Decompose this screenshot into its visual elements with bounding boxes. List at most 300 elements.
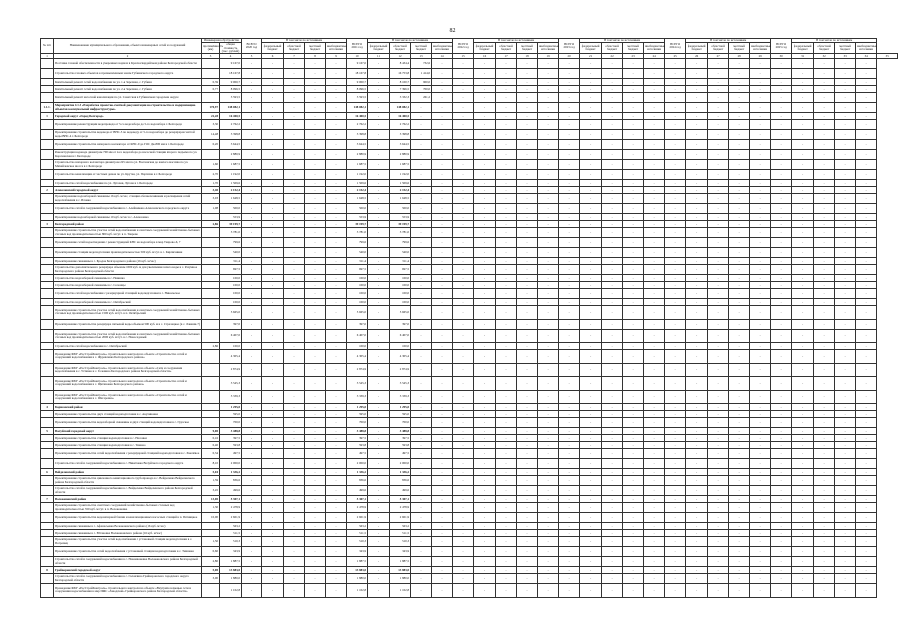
row-2021-regional: 16 400,5 (390, 113, 411, 120)
row-2021-local: - (411, 476, 432, 486)
row-2021-extrabudget: - (432, 306, 453, 320)
row-year-source: - (708, 319, 729, 329)
row-2020-source: - (305, 486, 326, 496)
row-2020-source: - (284, 69, 305, 79)
row-total-cost: 500,0 (220, 204, 242, 214)
row-year-source: - (835, 214, 856, 221)
row-2020-source: - (326, 343, 347, 350)
row-total-cost: 2 880,9 (220, 150, 242, 160)
row-2021-extrabudget: - (432, 79, 453, 86)
row-object-name: Проведение ФБУ «РосСтройКонтроль» строительного контроля на объекте «Сети и сооружения водоснабжения в с. Устинка и с. Головино Белгородского района Белгородской области» (54, 363, 202, 377)
row-total-cost: 100,0 (220, 289, 242, 299)
row-year-source: - (602, 59, 623, 69)
row-object-name: Строительство сетей и сооружений водоснабжения в с. Вейделевка Вейделевского района Белгородской области (54, 486, 202, 496)
row-2020-source: - (284, 486, 305, 496)
row-year-source: - (835, 160, 856, 170)
row-year-total: - (453, 194, 474, 204)
row-2021-local: - (411, 547, 432, 557)
row-year-total: - (453, 363, 474, 377)
header-year-total (665, 39, 686, 54)
row-object-name: Проектирование строительства сетей водоснабжения с установкой станции водоподготовки в с. Тишанка (54, 547, 202, 557)
row-year-source: - (644, 435, 665, 442)
row-year-source: - (814, 93, 835, 103)
budget-table-sheet (40, 38, 889, 598)
table-row (41, 435, 898, 442)
row-year-source: - (686, 496, 708, 503)
row-year-source: - (580, 350, 602, 364)
row-year-total: - (559, 204, 580, 214)
row-2021-regional: 100,0 (390, 282, 411, 289)
row-2020-source: - (262, 299, 284, 306)
row-2021-federal: - (368, 275, 390, 282)
row-year-source: - (686, 204, 708, 214)
row-year-source: - (623, 140, 644, 150)
row-length: 0,20 (202, 140, 220, 150)
row-index (41, 390, 54, 404)
row-year-source: - (708, 329, 729, 343)
row-year-source: - (686, 390, 708, 404)
row-year-source: - (686, 140, 708, 150)
row-year-source: - (708, 150, 729, 160)
row-object-name: Проектирование строительства участка сетей водоснабжения и очистных сооружений хозяйственно-бытовых сточных вод производительностью 2000 куб. м/сут. в с. Новосадовый (54, 329, 202, 343)
row-2020-source: - (262, 180, 284, 187)
row-2020-source: - (305, 530, 326, 537)
row-year-source: - (686, 486, 708, 496)
row-year-source: - (729, 130, 750, 140)
column-number: 3 (202, 54, 220, 59)
row-2020-total: - (242, 496, 262, 503)
row-year-source: - (856, 329, 877, 343)
row-year-source: - (644, 113, 665, 120)
row-year-source: - (750, 363, 771, 377)
row-year-source: - (792, 404, 814, 411)
row-2021-regional: 499,6 (390, 486, 411, 496)
row-2020-source: - (284, 469, 305, 476)
table-body (41, 59, 898, 598)
header-source: федеральный бюджет (474, 43, 496, 54)
row-year-source: - (517, 363, 538, 377)
row-year-source: - (686, 248, 708, 258)
row-2021-regional: 2 000,0 (390, 459, 411, 469)
row-year-source: - (517, 289, 538, 299)
row-year-total: - (559, 449, 580, 459)
row-year-source: - (496, 513, 517, 523)
row-year-source: - (538, 282, 559, 289)
row-2020-source: - (284, 204, 305, 214)
row-2021-regional: 3 644,5 (390, 140, 411, 150)
row-year-source: - (856, 238, 877, 248)
row-2021-federal: - (368, 194, 390, 204)
row-year-source: - (580, 584, 602, 598)
row-2021-regional: 2 152,4 (390, 187, 411, 194)
header-year-label: 2021 год (351, 45, 363, 50)
row-year-source: - (474, 86, 496, 93)
header-year-total (453, 39, 474, 54)
row-index (41, 557, 54, 567)
row-2020-source: - (305, 194, 326, 204)
row-2020-source: - (284, 418, 305, 428)
row-year-source: - (856, 567, 877, 574)
header-source: местный бюджет (517, 43, 538, 54)
row-year-source: - (517, 584, 538, 598)
row-year-source: - (517, 238, 538, 248)
row-2020-source: - (326, 350, 347, 364)
column-number: 19 (538, 54, 559, 59)
header-source: местный бюджет (305, 43, 326, 54)
row-year-source: - (538, 428, 559, 435)
row-2021-local: - (411, 567, 432, 574)
row-2021-regional: 1 192,0 (390, 170, 411, 180)
row-2020-source: - (262, 523, 284, 530)
row-year-source: - (644, 299, 665, 306)
row-index (41, 584, 54, 598)
row-year-source: - (708, 103, 729, 113)
row-total-cost: 397,0 (220, 319, 242, 329)
row-year-total: - (665, 459, 686, 469)
row-2020-source: - (284, 113, 305, 120)
row-year-source: - (644, 513, 665, 523)
row-2020-source: - (326, 120, 347, 130)
row-year-source: - (729, 265, 750, 275)
row-year-source: - (729, 140, 750, 150)
row-year-source: - (602, 194, 623, 204)
row-2020-source: - (305, 557, 326, 567)
row-year-source: - (580, 574, 602, 584)
row-object-name: Проведение ФБУ «РосСтройКонтроль» строительного контроля на объекте «Строительство сетей и сооружений водоснабжения в с. Щетиновка Белгородского района» (54, 377, 202, 391)
row-year-source: - (517, 180, 538, 187)
row-year-total: - (771, 574, 792, 584)
row-2020-source: - (262, 363, 284, 377)
row-year-source: - (517, 130, 538, 140)
row-year-source: - (708, 93, 729, 103)
row-2021-extrabudget: - (432, 377, 453, 391)
row-2021-regional: 595,0 (390, 411, 411, 418)
row-year-source: - (644, 248, 665, 258)
row-year-source: - (814, 204, 835, 214)
row-2020-source: - (262, 584, 284, 598)
row-year-total: - (559, 486, 580, 496)
row-year-source: - (496, 459, 517, 469)
row-year-source: - (835, 204, 856, 214)
row-2021-local: - (411, 584, 432, 598)
row-year-source: - (835, 113, 856, 120)
row-year-source: - (814, 79, 835, 86)
row-2021-regional: 100,0 (390, 289, 411, 299)
row-object-name: Проектирование строительства участка сетей водоснабжения и очистных сооружений хозяйственно-бытовых сточных вод производительностью 800 куб. м/сут. в п. Таврово (55, 228, 200, 236)
row-object-name: Проектирование строительства резервуара питьевой воды объемом 500 куб. м в с. Стрелецкое (в с. Лаваши-7) (54, 319, 202, 329)
row-2021-total: 3 488,8 (347, 428, 368, 435)
row-2020-source: - (284, 120, 305, 130)
row-2021-regional: 511,5 (390, 530, 411, 537)
row-2020-source: - (284, 329, 305, 343)
row-year-total: - (771, 377, 792, 391)
row-2021-regional: 8 100,7 (390, 79, 411, 86)
header-year-label: 2025 год (775, 45, 787, 50)
row-2020-source: - (326, 503, 347, 513)
row-2020-source: - (262, 238, 284, 248)
row-index: 1.1.1. (41, 103, 54, 113)
row-2020-source: - (326, 86, 347, 93)
row-year-source: - (708, 537, 729, 547)
row-length (202, 93, 220, 103)
header-year-total (242, 39, 262, 54)
row-year-source: - (580, 150, 602, 160)
row-2020-source: - (262, 411, 284, 418)
row-2020-source: - (262, 79, 284, 86)
row-year-source: - (708, 221, 729, 228)
row-2020-source: - (262, 265, 284, 275)
row-2021-total: 595,0 (347, 411, 368, 418)
table-row (41, 503, 898, 513)
row-2020-source: - (262, 140, 284, 150)
row-2020-total: - (242, 180, 262, 187)
row-year-total: - (665, 204, 686, 214)
row-2021-total: 697,5 (347, 265, 368, 275)
row-2021-federal: - (368, 574, 390, 584)
row-year-total: - (771, 238, 792, 248)
row-year-source: - (602, 306, 623, 320)
header-year-total (347, 39, 368, 54)
row-2021-local: - (411, 103, 432, 113)
row-year-total: - (559, 377, 580, 391)
row-2021-federal: - (368, 547, 390, 557)
row-year-source: - (729, 289, 750, 299)
row-year-source: - (729, 160, 750, 170)
row-2021-regional: 343,9 (390, 547, 411, 557)
row-year-source: - (644, 390, 665, 404)
row-2021-federal: - (368, 160, 390, 170)
header-source: областной бюджет (602, 43, 623, 54)
row-length (202, 228, 220, 238)
table-row (41, 180, 898, 187)
row-year-total: - (665, 180, 686, 187)
row-year-source: - (538, 86, 559, 93)
row-2020-source: - (305, 449, 326, 459)
row-year-source: - (792, 428, 814, 435)
row-year-total: - (665, 574, 686, 584)
row-2021-total: 593,8 (347, 442, 368, 449)
row-year-source: - (623, 265, 644, 275)
row-total-cost: 8 096,5 (220, 86, 242, 93)
row-year-source: - (708, 187, 729, 194)
table-row (41, 574, 898, 584)
row-year-total: - (665, 435, 686, 442)
row-object-name: Строительство водозаборной скважины в с. Невинка (54, 275, 202, 282)
row-year-source: - (602, 299, 623, 306)
row-year-total: - (771, 428, 792, 435)
row-year-total: - (559, 113, 580, 120)
row-year-source: - (623, 150, 644, 160)
row-year-source: - (750, 459, 771, 469)
row-year-total: - (559, 363, 580, 377)
row-year-total: - (453, 265, 474, 275)
row-year-total: - (453, 150, 474, 160)
row-year-total: - (771, 289, 792, 299)
row-year-source: - (580, 306, 602, 320)
row-year-source: - (580, 130, 602, 140)
row-year-total: - (559, 86, 580, 93)
row-2020-total: - (242, 449, 262, 459)
row-year-source: - (814, 343, 835, 350)
row-2021-federal: - (368, 584, 390, 598)
table-row (41, 282, 898, 289)
row-year-source: - (686, 567, 708, 574)
row-2020-total: - (242, 530, 262, 537)
table-row (41, 69, 898, 79)
row-year-total: - (771, 265, 792, 275)
row-year-total: - (559, 530, 580, 537)
row-index: 6 (41, 469, 54, 476)
row-length: 5,00 (202, 567, 220, 574)
row-2021-total: 497,5 (347, 449, 368, 459)
row-2020-source: - (305, 258, 326, 265)
row-year-source: - (474, 248, 496, 258)
row-2021-federal: - (368, 120, 390, 130)
row-year-source: - (623, 170, 644, 180)
row-year-source: - (708, 275, 729, 282)
row-year-source: - (686, 547, 708, 557)
row-year-total: - (559, 459, 580, 469)
header-source: внебюджетные источники (644, 43, 665, 54)
row-2020-total: - (242, 343, 262, 350)
row-2020-source: - (305, 282, 326, 289)
row-year-source: - (708, 306, 729, 320)
row-2021-extrabudget: - (432, 238, 453, 248)
row-2020-total: - (242, 221, 262, 228)
row-year-source: - (602, 214, 623, 221)
row-2021-regional: 553,9 (390, 214, 411, 221)
row-year-source: - (729, 150, 750, 160)
row-year-source: - (496, 557, 517, 567)
row-year-source: - (496, 194, 517, 204)
row-2021-regional: 148 082,1 (390, 103, 411, 113)
row-year-source: - (792, 319, 814, 329)
row-year-source: - (686, 469, 708, 476)
row-year-source: - (729, 537, 750, 547)
row-year-source: - (835, 513, 856, 523)
row-year-source: - (517, 150, 538, 160)
row-index (41, 120, 54, 130)
row-year-source: - (814, 363, 835, 377)
row-2021-local: - (411, 411, 432, 418)
table-row (41, 584, 898, 598)
row-year-source: - (835, 584, 856, 598)
row-year-source: - (708, 265, 729, 275)
row-year-source: - (835, 476, 856, 486)
row-object-name: Проектирование строительства сетей водоснабжения с резервуарной станцией водоподготовки в с. Хмелёвое (54, 449, 202, 459)
row-year-source: - (835, 469, 856, 476)
row-year-source: - (792, 93, 814, 103)
row-2021-federal: - (368, 557, 390, 567)
row-year-source: - (580, 59, 602, 69)
table-row (41, 130, 898, 140)
row-year-source: - (496, 319, 517, 329)
row-2021-regional: 500,0 (390, 204, 411, 214)
row-year-source: - (474, 59, 496, 69)
row-year-total: - (559, 214, 580, 221)
row-2021-local: - (411, 113, 432, 120)
table-row (41, 93, 898, 103)
row-year-source: - (792, 214, 814, 221)
row-length: 1,50 (202, 537, 220, 547)
row-2021-extrabudget: - (432, 557, 453, 567)
row-year-source: - (708, 390, 729, 404)
row-year-source: - (729, 435, 750, 442)
row-year-total: - (559, 537, 580, 547)
table-row (41, 428, 898, 435)
row-year-source: - (602, 411, 623, 418)
row-year-source: - (517, 523, 538, 530)
row-2021-federal: - (368, 93, 390, 103)
row-year-source: - (750, 130, 771, 140)
table-row (41, 160, 898, 170)
row-total-cost: 836,6 (220, 476, 242, 486)
row-2020-total: - (242, 79, 262, 86)
row-2021-regional: 2 874,9 (390, 363, 411, 377)
table-row (41, 350, 898, 364)
row-year-source: - (538, 238, 559, 248)
row-year-source: - (856, 299, 877, 306)
row-year-source: - (814, 418, 835, 428)
row-year-source: - (496, 86, 517, 93)
row-2020-source: - (284, 404, 305, 411)
column-number: 20 (559, 54, 580, 59)
row-year-source: - (496, 59, 517, 69)
row-index: 2 (41, 187, 54, 194)
row-year-source: - (708, 486, 729, 496)
row-2020-source: - (284, 530, 305, 537)
row-year-source: - (729, 343, 750, 350)
row-year-source: - (729, 496, 750, 503)
row-2021-federal: - (368, 214, 390, 221)
row-2021-total: 4 305,4 (347, 350, 368, 364)
row-length: 1,70 (202, 180, 220, 187)
row-year-source: - (792, 130, 814, 140)
row-2021-extrabudget: - (432, 170, 453, 180)
row-year-source: - (750, 150, 771, 160)
header-year-label: 2020 год (245, 45, 258, 50)
row-total-cost: 148 082,1 (220, 103, 242, 113)
row-year-source: - (814, 180, 835, 187)
row-2020-source: - (326, 584, 347, 598)
row-2021-extrabudget: - (432, 282, 453, 289)
row-2020-source: - (326, 140, 347, 150)
row-2020-source: - (284, 194, 305, 204)
row-total-cost: 9 167,0 (220, 59, 242, 69)
row-2020-source: - (262, 343, 284, 350)
row-2021-local: - (411, 150, 432, 160)
row-object-name: Капитальный ремонт сетей водоснабжения по ул. 1-я Заречная, с. Губкин (54, 79, 202, 86)
row-year-total: - (665, 130, 686, 140)
row-year-source: - (686, 363, 708, 377)
row-length: 10,00 (202, 513, 220, 523)
row-year-source: - (729, 69, 750, 79)
row-year-source: - (814, 289, 835, 299)
row-object-name: Проектирование станции водоподготовки производительностью 500 куб. м/сут. в с. Кирпичники (54, 248, 202, 258)
row-year-source: - (814, 523, 835, 530)
row-year-source: - (623, 435, 644, 442)
row-2021-extrabudget: - (432, 248, 453, 258)
row-year-source: - (496, 435, 517, 442)
row-2021-federal: - (368, 343, 390, 350)
row-2020-source: - (305, 140, 326, 150)
row-length: 3,03 (202, 194, 220, 204)
row-year-source: - (835, 187, 856, 194)
row-year-source: - (517, 404, 538, 411)
row-year-total: - (771, 228, 792, 238)
row-total-cost: 510,3 (220, 537, 242, 547)
table-row (41, 120, 898, 130)
